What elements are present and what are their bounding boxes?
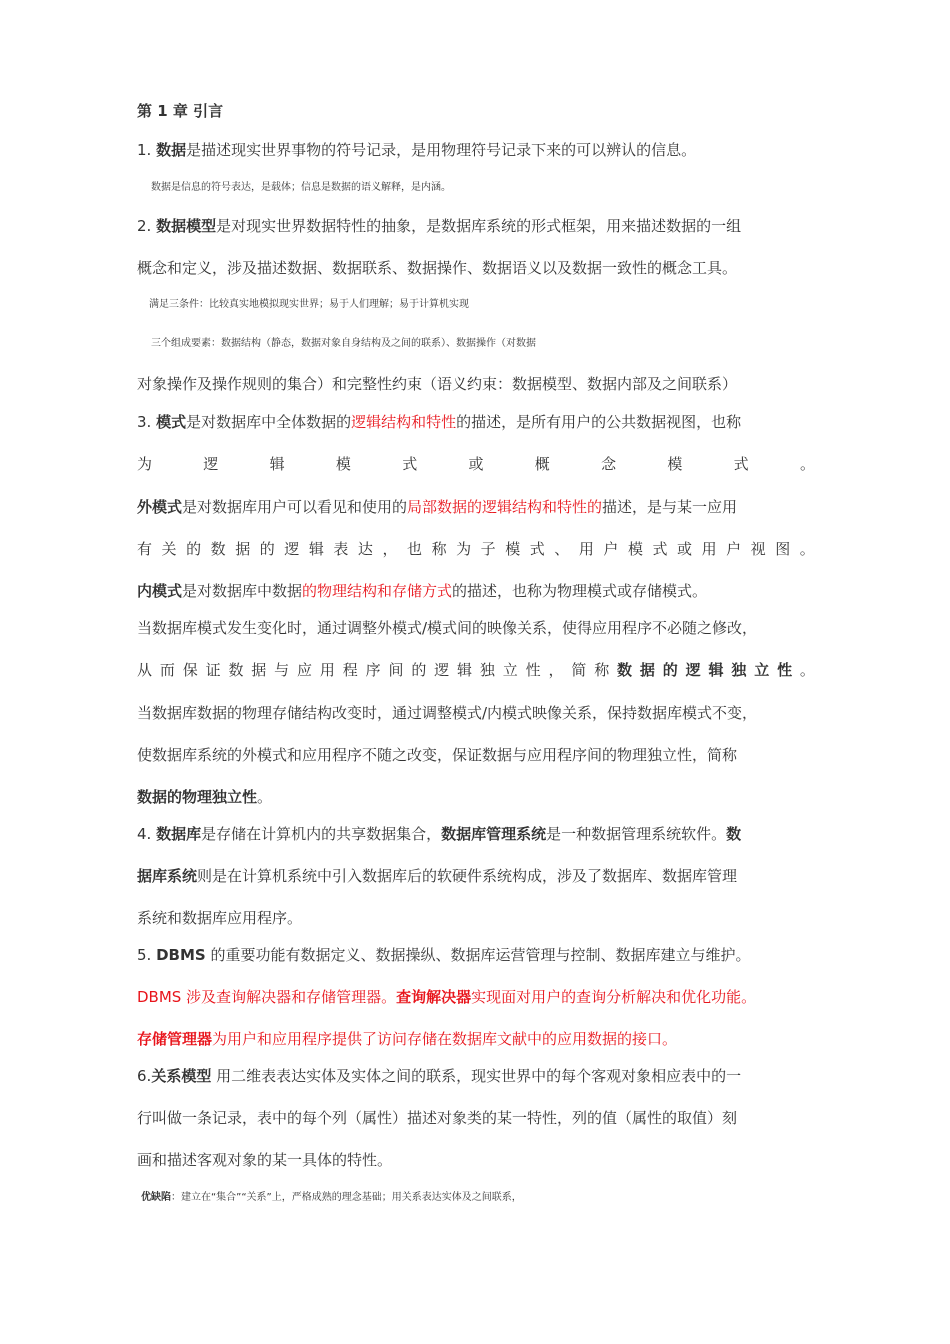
- paragraph-text: 是一种数据管理系统软件。: [546, 825, 727, 843]
- char: 式: [402, 455, 418, 473]
- paragraph-2: [137, 215, 815, 237]
- char: 达: [357, 540, 373, 558]
- paragraph-text: 是对数据库用户可以看见和使用的: [182, 498, 408, 516]
- item-number: 4.: [137, 825, 157, 843]
- char: 模: [667, 455, 683, 473]
- char: 间: [388, 661, 404, 679]
- term-database-system-part: 数: [726, 825, 742, 843]
- paragraph-3-cont: [137, 453, 815, 475]
- char: 数: [228, 661, 244, 679]
- char: 从: [137, 661, 153, 679]
- paragraph-2c-line1: 三个组成要素：数据结构（静态，数据对象自身结构及之间的联系）、数据操作（对数据: [151, 338, 536, 349]
- paragraph-text: 是对现实世界数据特性的抽象，是数据库系统的形式框架，用来描述数据的一组: [216, 217, 742, 235]
- item-number: 3.: [137, 413, 157, 431]
- paragraph-text: 。: [257, 788, 273, 806]
- char: 式: [529, 540, 545, 558]
- char: 据: [251, 661, 267, 679]
- paragraph-text: 的重要功能有数据定义、数据操纵、数据库运营管理与控制、数据库建立与维护。: [205, 946, 751, 964]
- char-bold: 据: [639, 661, 655, 679]
- term-dbms: 数据库管理系统: [441, 825, 547, 843]
- char: 据: [235, 540, 251, 558]
- term-internal-schema: 内模式: [137, 582, 183, 600]
- paragraph-9: [137, 944, 815, 966]
- char: 用: [578, 540, 594, 558]
- char: 也: [407, 540, 423, 558]
- char: 为: [137, 455, 153, 473]
- char: 独: [479, 661, 495, 679]
- paragraph-2c-line2: 对象操作及操作规则的集合）和完整性约束（语义约束：数据模型、数据内部及之间联系）: [137, 375, 738, 393]
- chapter-title: 第 1 章 引言: [137, 102, 224, 120]
- char: 式: [652, 540, 668, 558]
- char: 逻: [203, 455, 219, 473]
- term-schema: 模式: [156, 413, 187, 431]
- char: 应: [297, 661, 313, 679]
- term-relational-model: 关系模型: [151, 1067, 212, 1085]
- paragraph-2-cont: 概念和定义，涉及描述数据、数据联系、数据操作、数据语义以及数据一致性的概念工具。: [137, 259, 738, 277]
- highlight-text: 局部数据的逻辑结构和特性的: [407, 498, 603, 516]
- char: 的: [186, 540, 202, 558]
- char-bold: 立: [754, 661, 770, 679]
- char: 、: [554, 540, 570, 558]
- highlight-text: 逻辑结构和特性: [351, 413, 457, 431]
- char: 的: [411, 661, 427, 679]
- char: 辑: [457, 661, 473, 679]
- highlight-text: 实现面对用户的查询分析解决和优化功能。: [471, 988, 757, 1006]
- char: 程: [342, 661, 358, 679]
- char: 有: [137, 540, 153, 558]
- char: 简: [571, 661, 587, 679]
- term-data-model: 数据模型: [156, 217, 217, 235]
- char: 概: [534, 455, 550, 473]
- term-database: 数据库: [156, 825, 202, 843]
- char: 序: [365, 661, 381, 679]
- char: 称: [431, 540, 447, 558]
- char: 子: [480, 540, 496, 558]
- term-physical-independence: 数据的物理独立性: [137, 788, 258, 806]
- term-data: 数据: [156, 141, 187, 159]
- char: 。: [799, 661, 815, 679]
- paragraph-text: 是存储在计算机内的共享数据集合，: [201, 825, 442, 843]
- char: 保: [182, 661, 198, 679]
- char: 辑: [269, 455, 285, 473]
- char: 逻: [434, 661, 450, 679]
- paragraph-7-line3: [137, 786, 815, 808]
- highlight-text: 的物理结构和存储方式: [302, 582, 453, 600]
- paragraph-2b: 满足三条件：比较真实地模拟现实世界；易于人们理解；易于计算机实现: [149, 299, 469, 310]
- paragraph-6-line1: 当数据库模式发生变化时，通过调整外模式/模式间的映像关系，使得应用程序不必随之修改，: [137, 619, 758, 637]
- paragraph-12-line3: 画和描述客观对象的某一具体的特性。: [137, 1151, 393, 1169]
- char-bold: 的: [662, 661, 678, 679]
- highlight-text: 为用户和应用程序提供了访问存储在数据库文献中的应用数据的接口。: [212, 1030, 678, 1048]
- char: 。: [799, 455, 815, 473]
- char: 或: [468, 455, 484, 473]
- char: 。: [799, 540, 815, 558]
- char: 性: [525, 661, 541, 679]
- char-bold: 逻: [685, 661, 701, 679]
- item-number: 6.: [137, 1067, 152, 1085]
- char: 用: [701, 540, 717, 558]
- char: 模: [335, 455, 351, 473]
- char: 关: [161, 540, 177, 558]
- char: 而: [159, 661, 175, 679]
- paragraph-7-line2: 使数据库系统的外模式和应用程序不随之改变，保证数据与应用程序间的物理独立性，简称: [137, 746, 738, 764]
- char: 图: [775, 540, 791, 558]
- paragraph-text: ：建立在“集合”“关系”上，严格成熟的理念基础；用关系表达实体及之间联系，: [171, 1192, 522, 1203]
- paragraph-10: [137, 986, 815, 1008]
- paragraph-text: 的描述，是所有用户的公共数据视图，也称: [456, 413, 742, 431]
- char: 用: [319, 661, 335, 679]
- paragraph-11: [137, 1028, 815, 1050]
- char: 逻: [284, 540, 300, 558]
- char: 或: [677, 540, 693, 558]
- paragraph-text: 用二维表表达实体及实体之间的联系，现实世界中的每个客观对象相应表中的一: [211, 1067, 742, 1085]
- char: ，: [548, 661, 564, 679]
- paragraph-text: 是对数据库中数据: [182, 582, 303, 600]
- paragraph-5: [137, 580, 815, 602]
- char: 式: [733, 455, 749, 473]
- char: 模: [505, 540, 521, 558]
- char-bold: 数: [617, 661, 633, 679]
- char: 为: [456, 540, 472, 558]
- paragraph-7-line1: 当数据库数据的物理存储结构改变时，通过调整模式/内模式映像关系，保持数据库模式不变，: [137, 704, 758, 722]
- paragraph-4-cont: [137, 538, 815, 560]
- paragraph-text: 是描述现实世界事物的符号记录，是用物理符号记录下来的可以辨认的信息。: [186, 141, 697, 159]
- term-database-system-part: 据库系统: [137, 867, 198, 885]
- paragraph-text: 是对数据库中全体数据的: [186, 413, 352, 431]
- paragraph-8: [137, 823, 815, 845]
- highlight-text: DBMS 涉及查询解决器和存储管理器。: [137, 988, 397, 1006]
- item-number: 2.: [137, 217, 157, 235]
- paragraph-text: 描述，是与某一应用: [602, 498, 738, 516]
- char: 户: [726, 540, 742, 558]
- paragraph-1: [137, 139, 815, 161]
- term-external-schema: 外模式: [137, 498, 183, 516]
- char: 表: [333, 540, 349, 558]
- term-storage-manager: 存储管理器: [137, 1030, 213, 1048]
- paragraph-8-line3: 系统和数据库应用程序。: [137, 909, 303, 927]
- paragraph-12: [137, 1065, 815, 1087]
- char: 辑: [308, 540, 324, 558]
- char-bold: 辑: [708, 661, 724, 679]
- char: 数: [210, 540, 226, 558]
- char: 与: [274, 661, 290, 679]
- paragraph-1b: 数据是信息的符号表达，是载体；信息是数据的语义解释，是内涵。: [151, 182, 451, 193]
- char: 称: [594, 661, 610, 679]
- paragraph-4: [137, 496, 815, 518]
- char: 证: [205, 661, 221, 679]
- char: ，: [382, 540, 398, 558]
- char: 立: [502, 661, 518, 679]
- paragraph-6-cont: [137, 659, 815, 681]
- char: 视: [750, 540, 766, 558]
- char-bold: 性: [777, 661, 793, 679]
- paragraph-13: [141, 1187, 819, 1209]
- term-query-processor: 查询解决器: [396, 988, 472, 1006]
- char-bold: 独: [731, 661, 747, 679]
- paragraph-3: [137, 411, 815, 433]
- paragraph-12-line2: 行叫做一条记录，表中的每个列（属性）描述对象类的某一特性，列的值（属性的取值）刻: [137, 1109, 738, 1127]
- term-dbms-abbr: DBMS: [156, 946, 206, 964]
- char: 户: [603, 540, 619, 558]
- item-number: 1.: [137, 141, 157, 159]
- paragraph-text: 则是在计算机系统中引入数据库后的软硬件系统构成，涉及了数据库、数据库管理: [197, 867, 738, 885]
- char: 念: [601, 455, 617, 473]
- item-number: 5.: [137, 946, 157, 964]
- char: 模: [627, 540, 643, 558]
- paragraph-8-line2: [137, 865, 815, 887]
- paragraph-text: 的描述，也称为物理模式或存储模式。: [452, 582, 708, 600]
- char: 的: [259, 540, 275, 558]
- term-pros-cons: 优缺陷: [141, 1192, 171, 1203]
